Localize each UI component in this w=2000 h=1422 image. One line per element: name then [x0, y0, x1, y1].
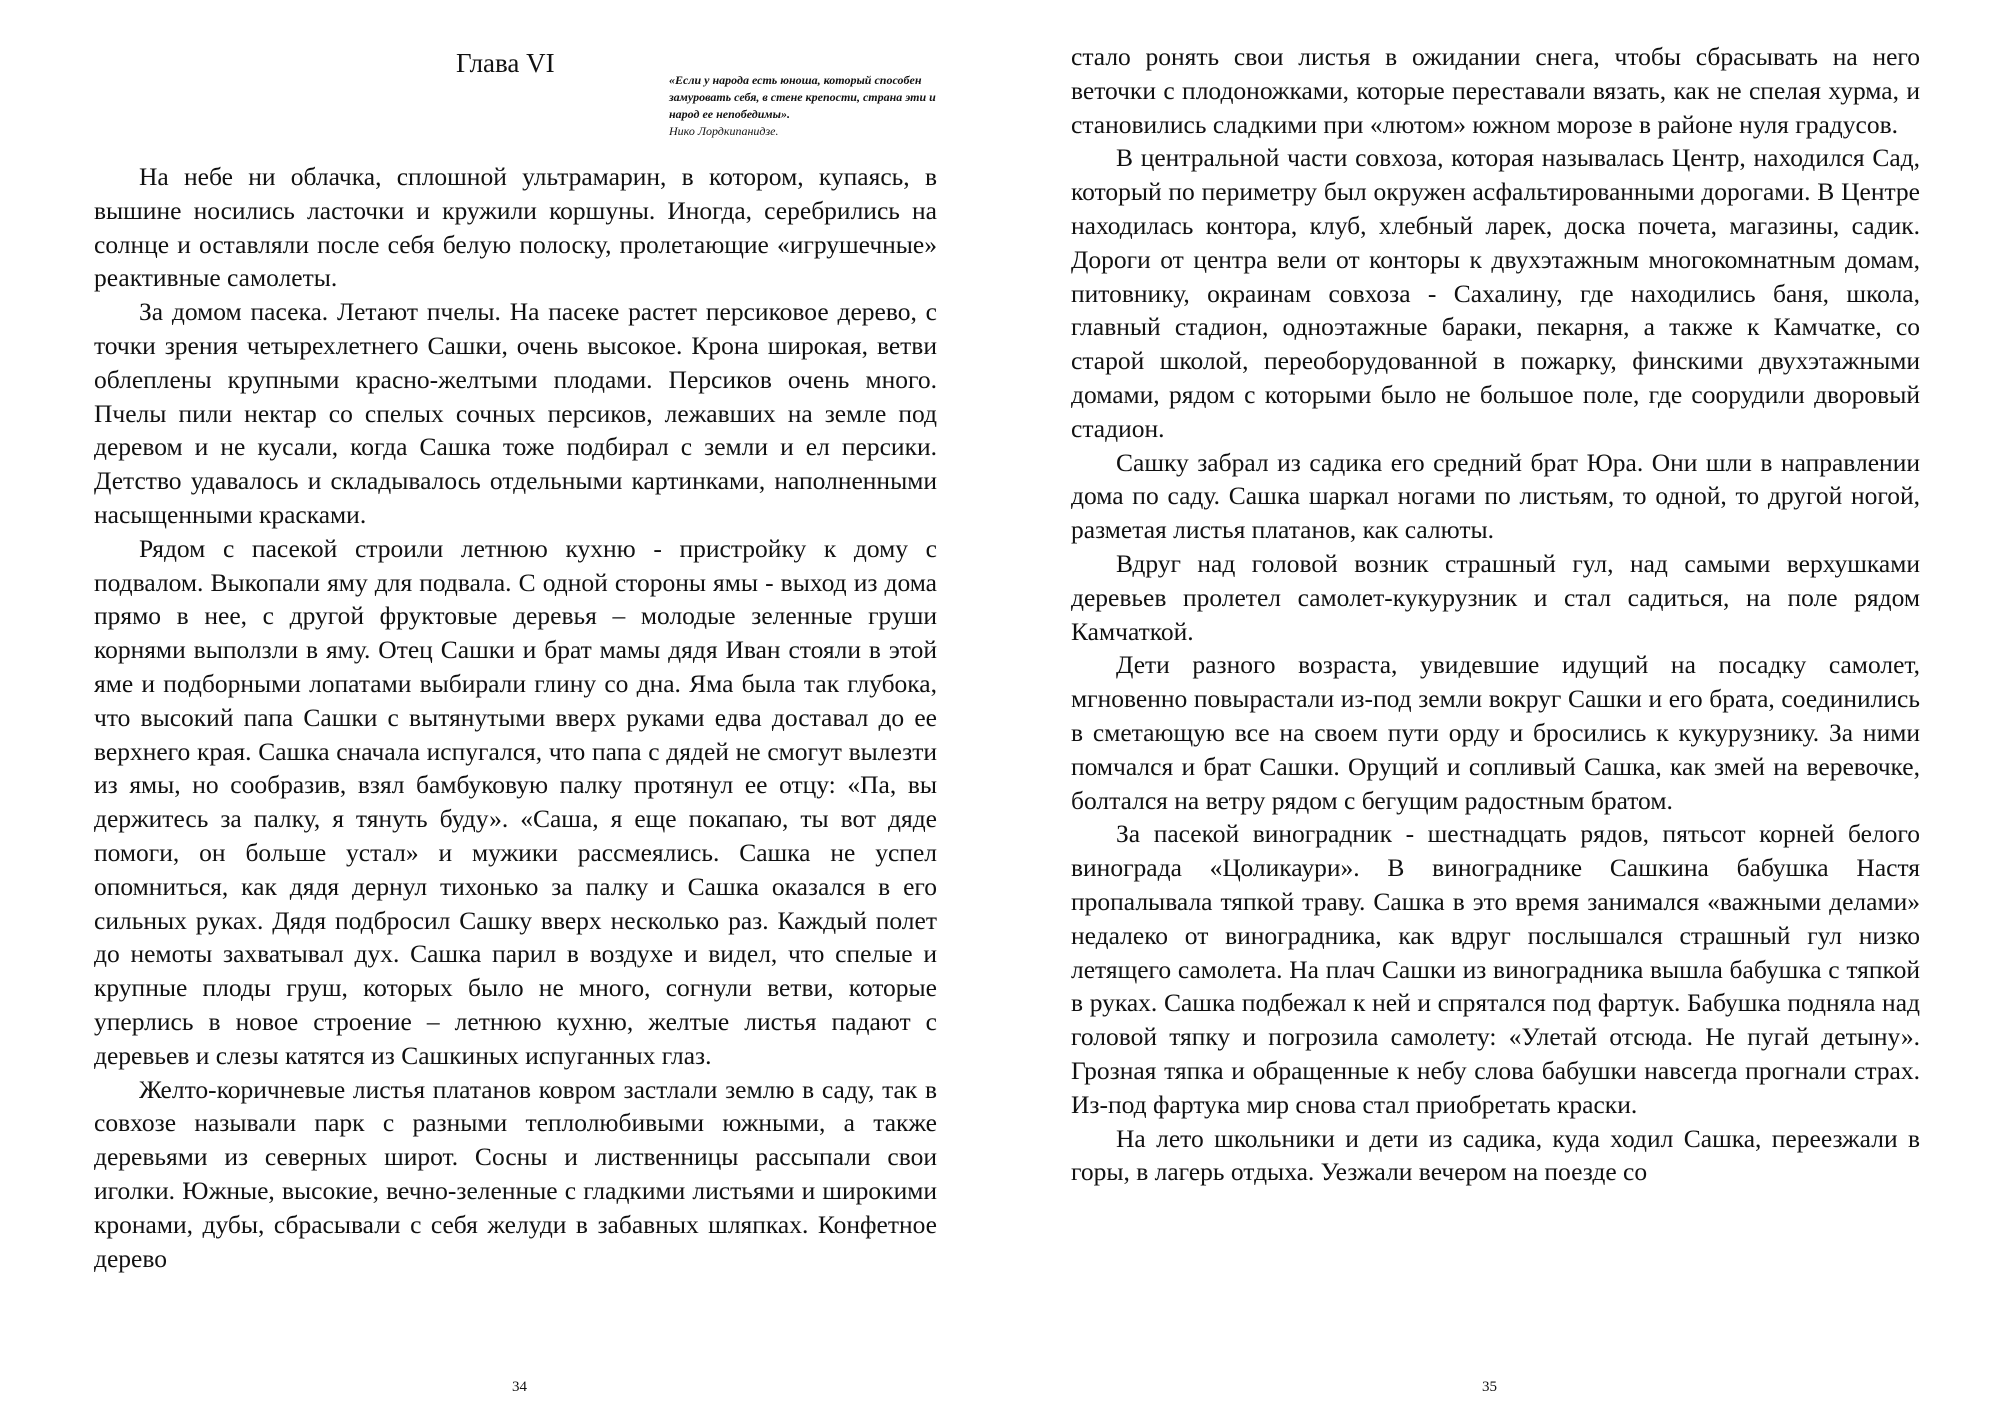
- paragraph: На лето школьники и дети из садика, куда ходил Сашка, переезжали в горы, в лагерь отдыха. Уезжали вечером на поезде со: [1071, 1123, 1920, 1187]
- paragraph: Рядом с пасекой строили летнюю кухню - пристройку к дому с подвалом. Выкопали яму для подвала. С одной стороны ямы - выход из дома прямо в нее, с другой фруктовые деревья – молодые зеленные груши корнями выползли в яму. Отец Сашки и брат мамы дядя Иван стояли в этой яме и подборными лопатами выбирали глину со дна. Яма была так глубока, что высокий папа Сашки с вытянутыми вверх руками едва доставал до ее верхнего края. Сашка сначала испугался, что папа с дядей не смогут вылезти из ямы, но сообразив, взял бамбуковую палку протянул ее отцу: «Па, вы держитесь за палку, я тянуть буду». «Саша, я еще покапаю, ты вот дяде помоги, он больше устал» и мужики рассмеялись. Сашка не успел опомниться, как дядя дернул тихонько за палку и Сашка оказался в его сильных руках. Дядя подбросил Сашку вверх несколько раз. Каждый полет до немоты захватывал дух. Сашка парил в воздухе и видел, что спелые и крупные плоды груш, которых было не много, согнули ветви, которые уперлись в новое строение – летнюю кухню, желтые листья падают с деревьев и слезы катятся из Сашкиных испуганных глаз.: [94, 533, 937, 1070]
- paragraph: За домом пасека. Летают пчелы. На пасеке растет персиковое дерево, с точки зрения четырехлетнего Сашки, очень высокое. Крона широкая, ветви облеплены крупными красно-желтыми плодами. Персиков очень много. Пчелы пили нектар со спелых сочных персиков, лежавших на земле под деревом и не кусали, когда Сашка тоже подбирал с земли и ел персики. Детство удавалось и складывалось отдельными картинками, наполненными насыщенными красками.: [94, 297, 937, 529]
- page-number: 34: [512, 1379, 527, 1395]
- paragraph: На небе ни облачка, сплошной ультрамарин, в котором, купаясь, в вышине носились ласточки и кружили коршуны. Иногда, серебрились на солнце и оставляли после себя белую полоску, пролетающие «игрушечные» реактивные самолеты.: [94, 162, 937, 293]
- paragraph: Дети разного возраста, увидевшие идущий на посадку самолет, мгновенно повырастали из-под земли вокруг Сашки и его брата, соединились в сметающую все на своем пути орду и бросились к кукурузнику. За ними помчался и брат Сашки. Орущий и сопливый Сашка, как змей на веревочке, болтался на ветру рядом с бегущим радостным братом.: [1071, 650, 1920, 815]
- paragraph: За пасекой виноградник - шестнадцать рядов, пятьсот корней белого винограда «Цоликаури». В винограднике Сашкина бабушка Настя пропалывала тяпкой траву. Сашка в это время занимался «важными делами» недалеко от виноградника, как вдруг послышался страшный гул низко летящего самолета. На плач Сашки из виноградника вышла бабушка с тяпкой в руках. Сашка подбежал к ней и спрятался под фартук. Бабушка подняла над головой тяпку и погрозила самолету: «Улетай отсюда. Не пугай детыну». Грозная тяпка и обращенные к небу слова бабушки навсегда прогнали страх. Из-под фартука мир снова стал приобретать краски.: [1071, 819, 1920, 1119]
- paragraph: Вдруг над головой возник страшный гул, над самыми верхушками деревьев пролетел самолет-кукурузник и стал садиться, на поле рядом Камчаткой.: [1071, 548, 1920, 646]
- right-page-body: [1071, 40, 1920, 1189]
- epigraph-author: Нико Лордкипанидзе.: [669, 124, 779, 138]
- paragraph: В центральной части совхоза, которая называлась Центр, находился Сад, который по периметру был окружен асфальтированными дорогами. В Центре находилась контора, клуб, хлебный ларек, доска почета, магазины, садик. Дороги от центра вели от конторы к двухэтажным многокомнатным домам, питовнику, окраинам совхоза - Сахалину, где находились баня, школа, главный стадион, одноэтажные бараки, пекарня, а также к Камчатке, со старой школой, переоборудованной в пожарку, финскими двухэтажными домами, рядом с которыми было не большое поле, где соорудили дворовый стадион.: [1071, 143, 1920, 443]
- paragraph-continued: стало ронять свои листья в ожидании снега, чтобы сбрасывать на него веточки с плодоножками, которые переставали вязать, как не спелая хурма, и становились сладкими при «лютом» южном морозе в районе нуля градусов.: [1071, 42, 1920, 139]
- page-number: 35: [1482, 1379, 1497, 1395]
- epigraph: [669, 72, 939, 140]
- paragraph: Сашку забрал из садика его средний брат Юра. Они шли в направлении дома по саду. Сашка шаркал ногами по листьям, то одной, то другой ногой, разметая листья платанов, как салюты.: [1071, 447, 1920, 545]
- chapter-title: Глава VI: [456, 48, 555, 78]
- paragraph: Желто-коричневые листья платанов ковром застлали землю в саду, так в совхозе называли парк с разными теплолюбивыми южными, а также деревьями из северных широт. Сосны и лиственницы рассыпали свои иголки. Южные, высокие, вечно-зеленные с гладкими листьями и широкими кронами, дубы, сбрасывали с себя желуди в забавных шляпках. Конфетное дерево: [94, 1074, 937, 1273]
- epigraph-quote: «Если у народа есть юноша, который способен замуровать себя, в стене крепости, страна эти и народ ее непобедимы».: [669, 73, 936, 121]
- left-page-body: [94, 160, 937, 1275]
